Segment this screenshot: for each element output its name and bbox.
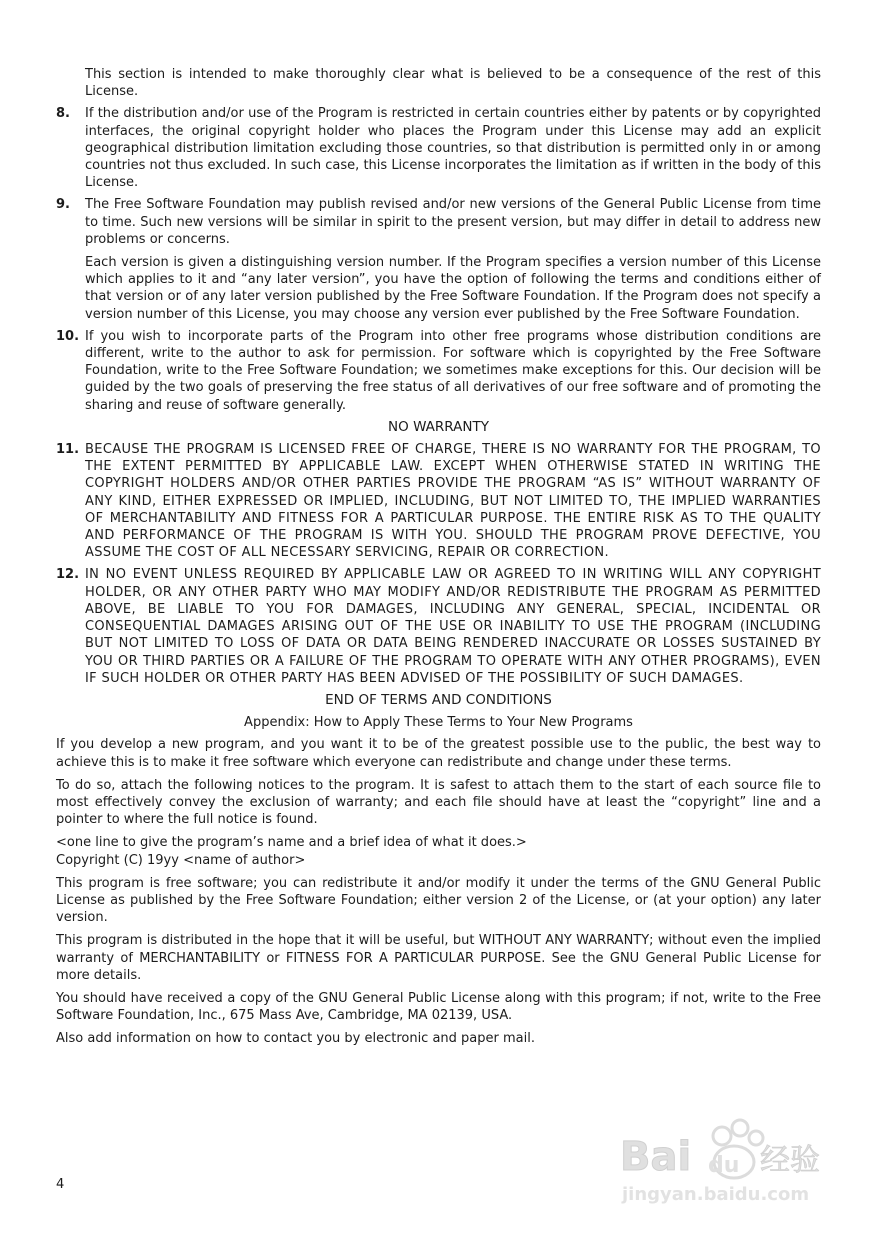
section-paragraph: If you wish to incorporate parts of the Program into other free programs whose distribution conditions are different, write to the author to ask for permission. For software which is copyrighted by the Free Software Foundation, write to the Free Software Foundation; we sometimes make exceptions for this. Our decision will be guided by the two goals of preserving the free status of all derivatives of our free software and of promoting the sharing and reuse of software generally. — [85, 328, 821, 413]
end-of-terms-heading: END OF TERMS AND CONDITIONS — [325, 691, 552, 708]
no-warranty-heading: NO WARRANTY — [388, 418, 489, 435]
section-number: 9. — [56, 197, 70, 213]
section-12 — [56, 566, 821, 686]
section-8 — [56, 105, 821, 191]
watermark-url: jingyan.baidu.com — [622, 1184, 810, 1205]
appendix-paragraph: If you develop a new program, and you want it to be of the greatest possible use to the public, the best way to achieve this is to make it free software which everyone can redistribute and change under these terms. — [56, 737, 821, 770]
section-9 — [56, 196, 821, 322]
document-page — [56, 66, 821, 1054]
notice-template — [56, 834, 821, 868]
intro-paragraph: This section is intended to make thoroughly clear what is believed to be a consequence of the rest of this License. — [85, 67, 821, 100]
appendix-paragraph: To do so, attach the following notices to the program. It is safest to attach them to the start of each source file to most effectively convey the exclusion of warranty; and each file should have at least the “copyright” line and a pointer to where the full notice is found. — [56, 777, 821, 828]
appendix-paragraph: This program is free software; you can redistribute it and/or modify it under the terms of the GNU General Public License as published by the Free Software Foundation; either version 2 of the License, or (at your option) any later version. — [56, 875, 821, 926]
appendix-heading: Appendix: How to Apply These Terms to Your New Programs — [244, 715, 633, 731]
notice-line: Copyright (C) 19yy <name of author> — [56, 852, 306, 868]
section-number: 12. — [56, 567, 80, 583]
section-paragraph: IN NO EVENT UNLESS REQUIRED BY APPLICABLE LAW OR AGREED TO IN WRITING WILL ANY COPYRIGHT HOLDER, OR ANY OTHER PARTY WHO MAY MODIFY AND/OR REDISTRIBUTE THE PROGRAM AS PERMITTED ABOVE, BE LIABLE TO YOU FOR DAMAGES, INCLUDING ANY GENERAL, SPECIAL, INCIDENTAL OR CONSEQUENTIAL DAMAGES ARISING OUT OF THE USE OR INABILITY TO USE THE PROGRAM (INCLUDING BUT NOT LIMITED TO LOSS OF DATA OR DATA BEING RENDERED INACCURATE OR LOSSES SUSTAINED BY YOU OR THIRD PARTIES OR A FAILURE OF THE PROGRAM TO OPERATE WITH ANY OTHER PROGRAMS), EVEN IF SUCH HOLDER OR OTHER PARTY HAS BEEN ADVISED OF THE POSSIBILITY OF SUCH DAMAGES. — [85, 567, 821, 686]
svg-text:Bai: Bai — [620, 1134, 692, 1180]
section-number: 11. — [56, 442, 80, 458]
section-paragraph: Each version is given a distinguishing version number. If the Program specifies a version number of this License which applies to it and “any later version”, you have the option of following the terms and conditions either of that version or of any later version published by the Free Software Foundation. If the Program does not specify a version number of this License, you may choose any version ever published by the Free Software Foundation. — [85, 255, 821, 322]
svg-text:du: du — [708, 1153, 740, 1178]
section-10 — [56, 328, 821, 414]
appendix-paragraph: This program is distributed in the hope that it will be useful, but WITHOUT ANY WARRANTY; without even the implied warranty of MERCHANTABILITY or FITNESS FOR A PARTICULAR PURPOSE. See the GNU General Public License for more details. — [56, 933, 821, 983]
appendix-paragraph: Also add information on how to contact you by electronic and paper mail. — [56, 1031, 535, 1047]
section-paragraph: BECAUSE THE PROGRAM IS LICENSED FREE OF CHARGE, THERE IS NO WARRANTY FOR THE PROGRAM, TO THE EXTENT PERMITTED BY APPLICABLE LAW. EXCEPT WHEN OTHERWISE STATED IN WRITING THE COPYRIGHT HOLDERS AND/OR OTHER PARTIES PROVIDE THE PROGRAM “AS IS” WITHOUT WARRANTY OF ANY KIND, EITHER EXPRESSED OR IMPLIED, INCLUDING, BUT NOT LIMITED TO, THE IMPLIED WARRANTIES OF MERCHANTABILITY AND FITNESS FOR A PARTICULAR PURPOSE. THE ENTIRE RISK AS TO THE QUALITY AND PERFORMANCE OF THE PROGRAM IS WITH YOU. SHOULD THE PROGRAM PROVE DEFECTIVE, YOU ASSUME THE COST OF ALL NECESSARY SERVICING, REPAIR OR CORRECTION. — [85, 442, 821, 561]
appendix-paragraph: You should have received a copy of the GNU General Public License along with this program; if not, write to the Free Software Foundation, Inc., 675 Mass Ave, Cambridge, MA 02139, USA. — [56, 990, 821, 1024]
svg-text:经验: 经验 — [760, 1143, 820, 1178]
section-number: 8. — [56, 106, 70, 122]
page-number: 4 — [56, 1177, 65, 1192]
notice-line: <one line to give the program’s name and a brief idea of what it does.> — [56, 835, 527, 851]
section-paragraph: If the distribution and/or use of the Program is restricted in certain countries either by patents or by copyrighted interfaces, the original copyright holder who places the Program under this License may add an explicit geographical distribution limitation excluding those countries, so that distribution is permitted only in or among countries not thus excluded. In such case, this License incorporates the limitation as if written in the body of this License. — [85, 106, 821, 191]
section-number: 10. — [56, 328, 80, 344]
section-11 — [56, 441, 821, 561]
section-paragraph: The Free Software Foundation may publish revised and/or new versions of the General Public License from time to time. Such new versions will be similar in spirit to the present version, but may differ in detail to address new problems or concerns. — [85, 197, 821, 247]
baidu-watermark-logo — [610, 1108, 832, 1212]
